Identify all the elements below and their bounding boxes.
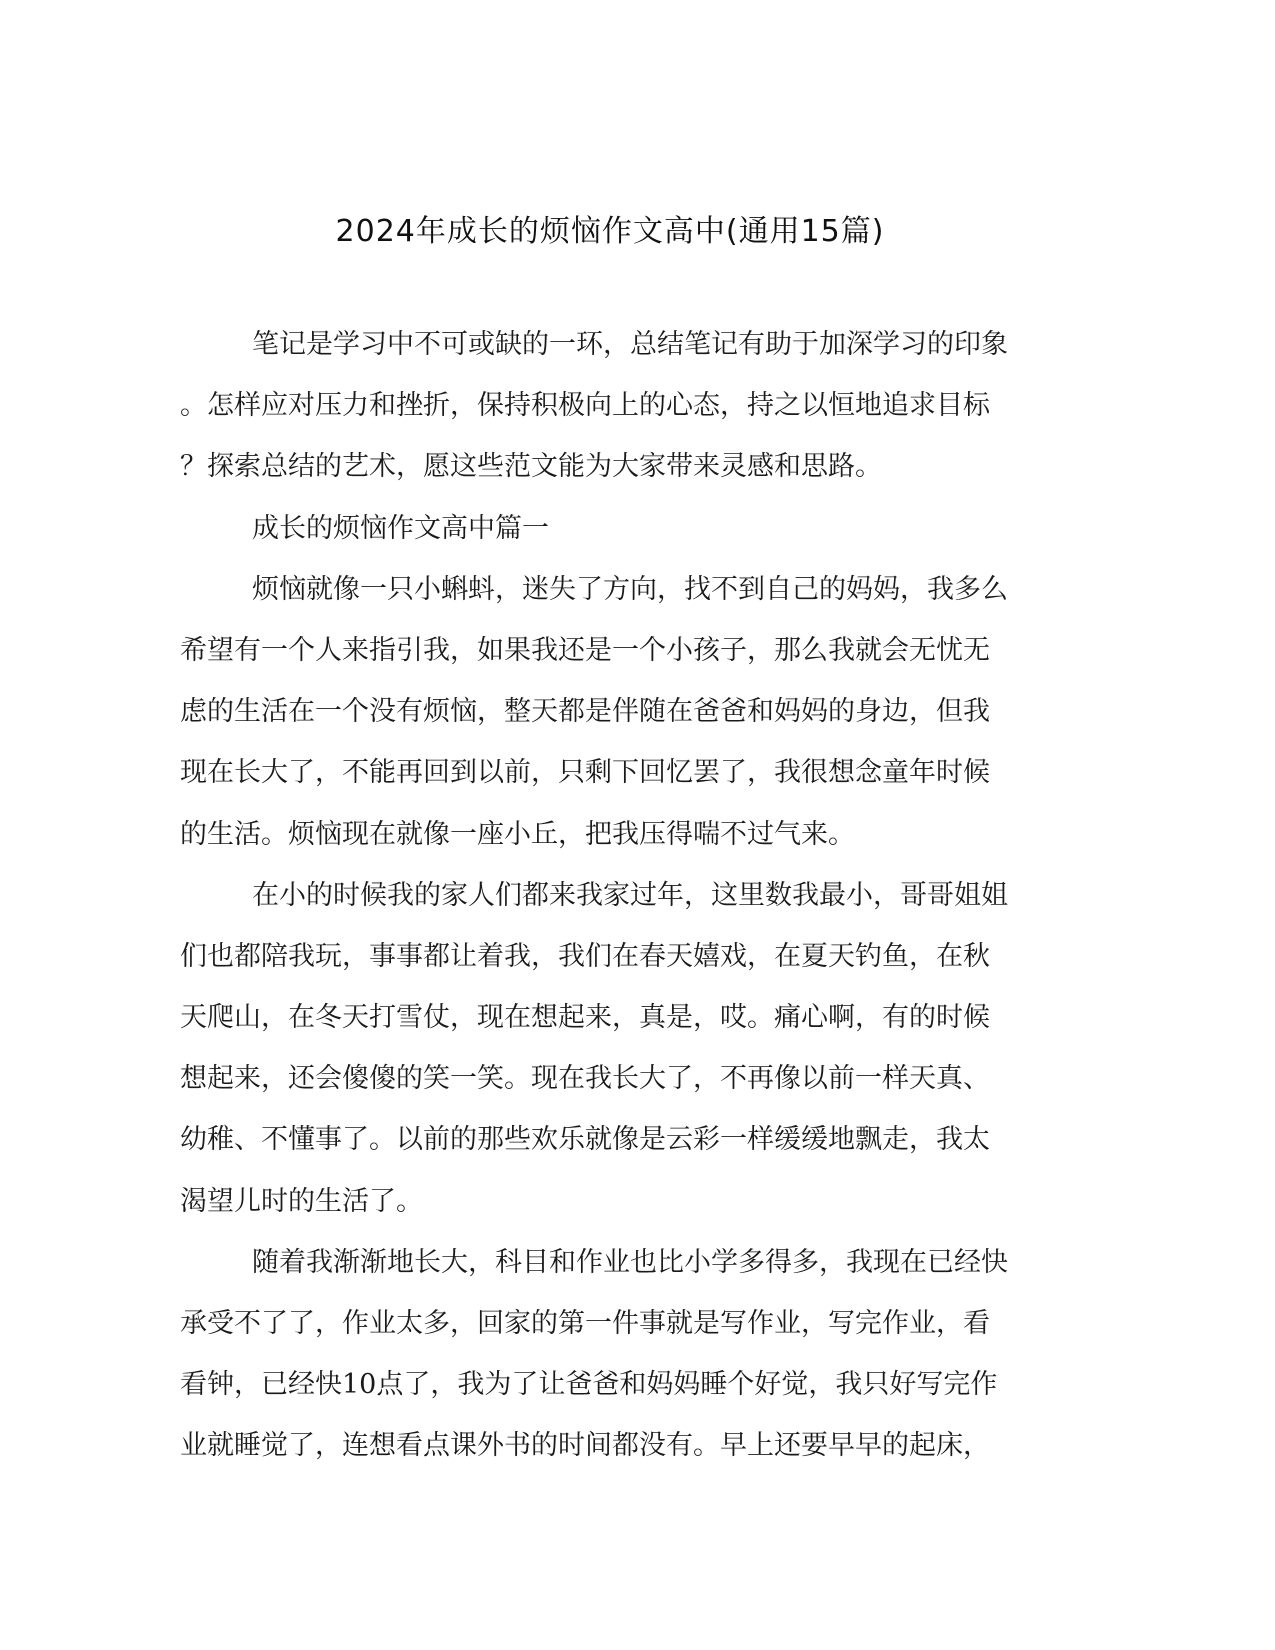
text-line: 随着我渐渐地长大，科目和作业也比小学多得多，我现在已经快 <box>252 1246 1008 1278</box>
text-line: 们也都陪我玩，事事都让着我，我们在春天嬉戏，在夏天钓鱼，在秋 <box>180 940 990 972</box>
text-line: 幼稚、不懂事了。以前的那些欢乐就像是云彩一样缓缓地飘走，我太 <box>180 1124 990 1156</box>
text-line: 笔记是学习中不可或缺的一环，总结笔记有助于加深学习的印象 <box>252 329 1008 360</box>
text-line: 成长的烦恼作文高中篇一 <box>252 512 549 544</box>
text-line: 烦恼就像一只小蝌蚪，迷失了方向，找不到自己的妈妈，我多么 <box>252 573 1008 605</box>
text-line: 。怎样应对压力和挫折，保持积极向上的心态，持之以恒地追求目标 <box>180 390 990 422</box>
text-line: 天爬山，在冬天打雪仗，现在想起来，真是，哎。痛心啊，有的时候 <box>180 1002 990 1034</box>
text-line: 现在长大了，不能再回到以前，只剩下回忆罢了，我很想念童年时候 <box>180 757 990 789</box>
page-title: 2024年成长的烦恼作文高中(通用15篇) <box>335 214 885 249</box>
text-line: ？探索总结的艺术，愿这些范文能为大家带来灵感和思路。 <box>180 451 882 483</box>
text-line: 虑的生活在一个没有烦恼，整天都是伴随在爸爸和妈妈的身边，但我 <box>180 696 990 728</box>
text-line: 在小的时候我的家人们都来我家过年，这里数我最小，哥哥姐姐 <box>252 879 1008 911</box>
text-line: 希望有一个人来指引我，如果我还是一个小孩子，那么我就会无忧无 <box>180 634 990 666</box>
text-line: 想起来，还会傻傻的笑一笑。现在我长大了，不再像以前一样天真、 <box>180 1063 990 1095</box>
text-line: 渴望儿时的生活了。 <box>180 1185 423 1217</box>
text-line: 业就睡觉了，连想看点课外书的时间都没有。早上还要早早的起床， <box>180 1430 990 1462</box>
body-text <box>180 314 1035 1477</box>
text-line: 承受不了了，作业太多，回家的第一件事就是写作业，写完作业，看 <box>180 1308 990 1339</box>
text-line: 看钟，已经快10点了，我为了让爸爸和妈妈睡个好觉，我只好写完作 <box>180 1369 998 1401</box>
text-line: 的生活。烦恼现在就像一座小丘，把我压得喘不过气来。 <box>180 818 855 850</box>
